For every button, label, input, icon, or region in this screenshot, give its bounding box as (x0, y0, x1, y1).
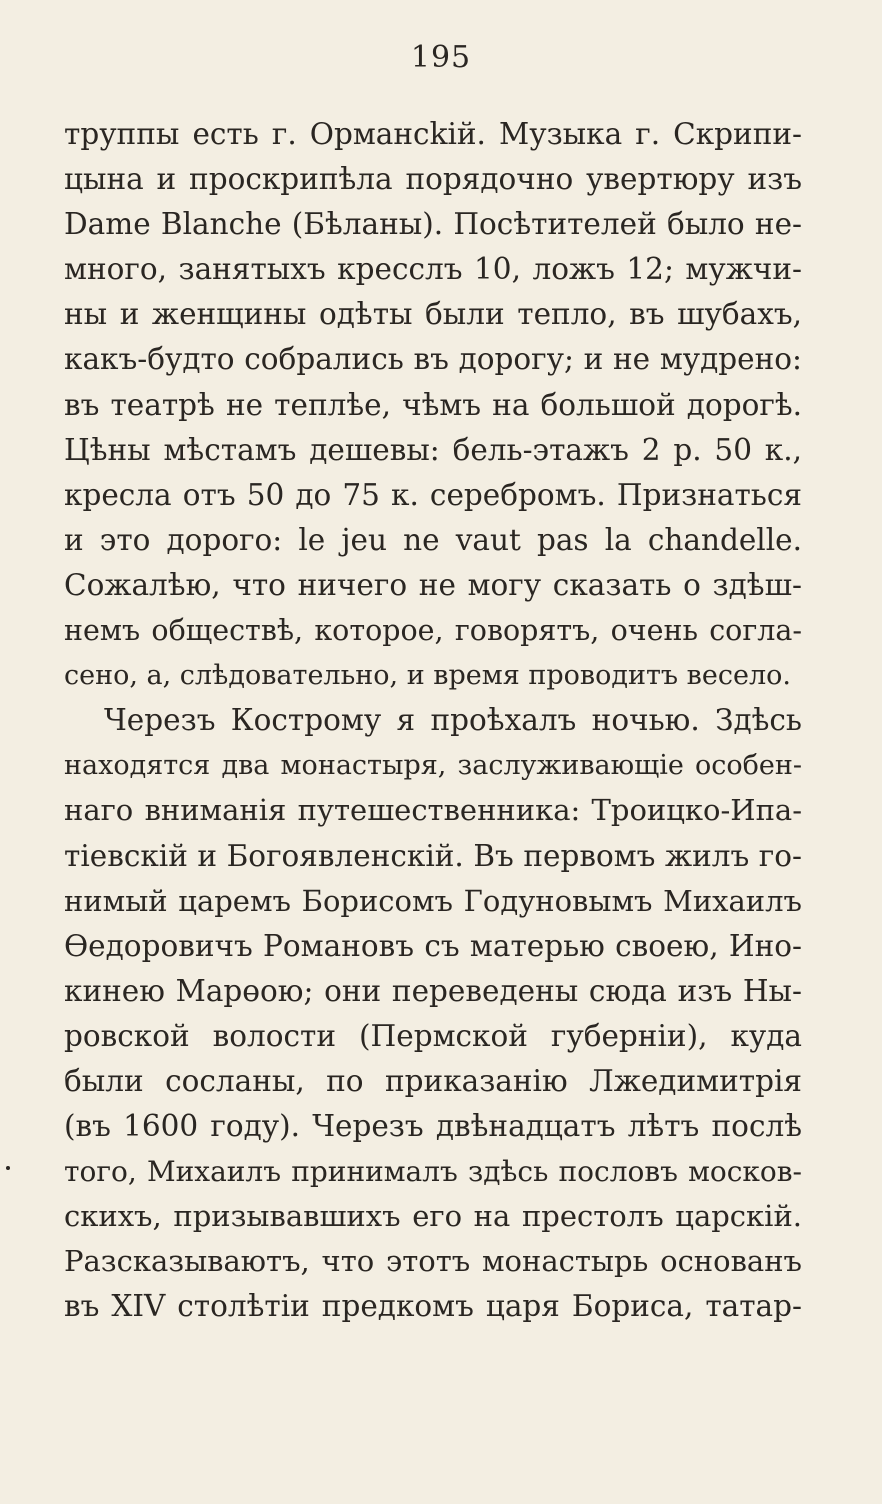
text-line: цына и проскрипѣла порядочно увертюру изъ (64, 162, 802, 197)
text-line: немъ обществѣ, которое, говорятъ, очень согла- (64, 614, 802, 648)
text-line: Сожалѣю, что ничего не могу сказать о здѣш- (64, 567, 802, 602)
text-line: Цѣны мѣстамъ дешевы: бель-этажъ 2 р. 50 к., (64, 432, 802, 467)
text-line: и это дорого: le jeu ne vaut pas la chandelle. (64, 522, 802, 557)
page-number: 195 (410, 40, 472, 75)
text-line: кресла отъ 50 до 75 к. серебромъ. Признаться (64, 477, 802, 512)
text-line: въ театрѣ не теплѣе, чѣмъ на большой дорогѣ. (64, 387, 802, 422)
text-line: были сосланы, по приказанію Лжедимитрія (64, 1063, 802, 1098)
body-text (64, 112, 802, 1330)
text-line: находятся два монастыря, заслуживающіе особен- (64, 750, 802, 782)
text-line: Разсказываютъ, что этотъ монастырь основанъ (64, 1244, 802, 1279)
text-line: Dame Blanche (Бѣланы). Посѣтителей было не- (64, 207, 802, 242)
text-line: много, занятыхъ кресслъ 10, ложъ 12; мужчи- (64, 252, 802, 287)
text-line: ровской волости (Пермской губерніи), куда (64, 1018, 802, 1053)
text-line: наго вниманія путешественника: Троицко-Ипа- (64, 793, 802, 828)
margin-mark (6, 1166, 10, 1170)
text-line: въ XIV столѣтіи предкомъ царя Бориса, татар- (64, 1289, 802, 1324)
text-line: Өедоровичъ Романовъ съ матерью своею, Ино- (64, 928, 802, 963)
text-line: (въ 1600 году). Черезъ двѣнадцатъ лѣтъ послѣ (64, 1109, 802, 1144)
text-line: труппы есть г. Ормансkiй. Музыка г. Скрипи- (64, 117, 802, 151)
paragraph-last-line: сено, а, слѣдовательно, и время проводитъ весело. (64, 660, 791, 692)
text-line: нимый царемъ Борисомъ Годуновымъ Михаилъ (64, 883, 802, 918)
text-line: ны и женщины одѣты были тепло, въ шубахъ, (64, 297, 802, 332)
text-line: скихъ, призывавшихъ его на престолъ царскій. (64, 1199, 802, 1234)
paragraph-first-line: Черезъ Кострому я проѣхалъ ночью. Здѣсь (104, 703, 802, 738)
text-line: того, Михаилъ принималъ здѣсь пословъ москов- (64, 1155, 802, 1189)
text-line: тіевскій и Богоявленскій. Въ первомъ жилъ го- (64, 838, 802, 873)
text-line: кинею Марөою; они переведены сюда изъ Ны- (64, 973, 802, 1008)
text-line: какъ-будто собрались въ дорогу; и не мудрено: (64, 342, 802, 377)
